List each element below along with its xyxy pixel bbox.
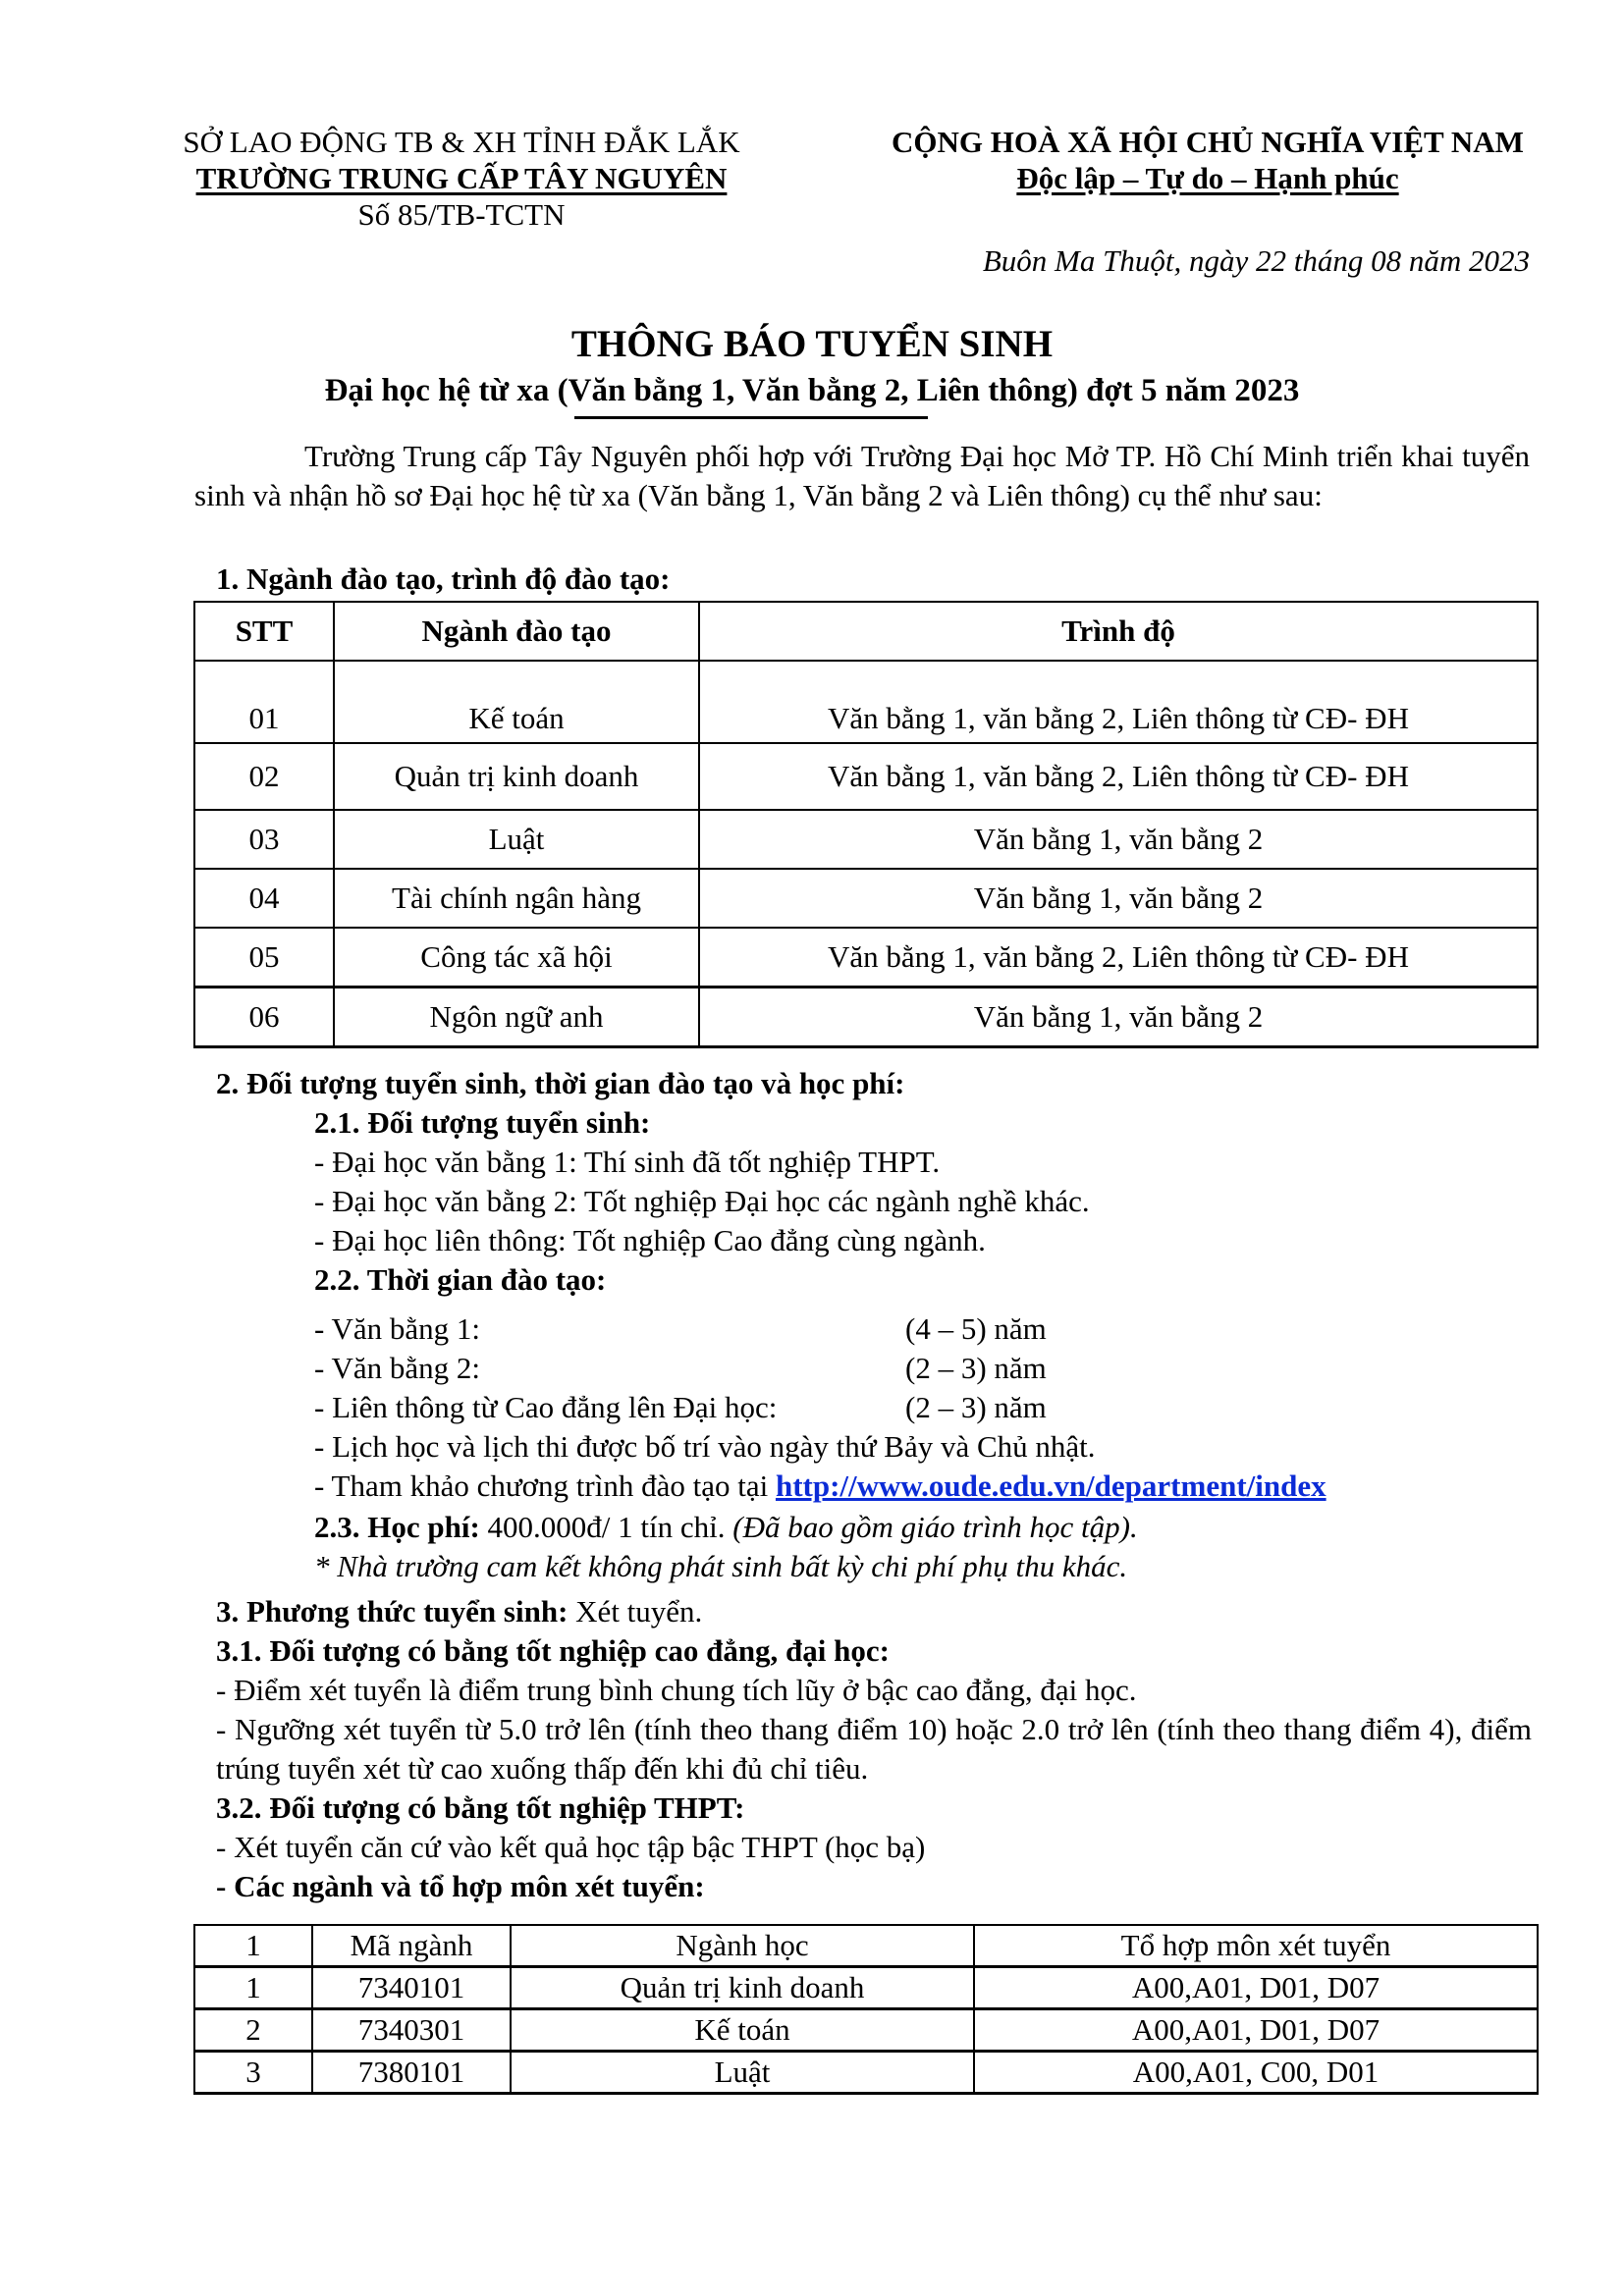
table-row [194, 2009, 1538, 2052]
col-nganh: Ngành đào tạo [334, 602, 699, 661]
col-trinh-do: Trình độ [699, 602, 1538, 661]
reference-line [314, 1467, 1326, 1506]
cell-combo: A00,A01, C00, D01 [974, 2052, 1538, 2094]
cell-nganh: Công tác xã hội [334, 928, 699, 988]
table-row [194, 869, 1538, 928]
eligibility-item: - Đại học văn bằng 2: Tốt nghiệp Đại học các ngành nghề khác. [314, 1184, 1090, 1218]
issuer-department: SỞ LAO ĐỘNG TB & XH TỈNH ĐẮK LẮK [183, 125, 740, 159]
cell-name: Luật [511, 2052, 974, 2094]
document-title: THÔNG BÁO TUYỂN SINH [570, 323, 1054, 365]
section3-2-heading: 3.2. Đối tượng có bằng tốt nghiệp THPT: [216, 1790, 745, 1825]
section3-heading [216, 1592, 702, 1631]
cell-stt: 03 [194, 810, 334, 869]
cell-trinh-do: Văn bằng 1, văn bằng 2 [699, 869, 1538, 928]
cell-trinh-do: Văn bằng 1, văn bằng 2, Liên thông từ CĐ- ĐH [699, 928, 1538, 988]
duration-label: - Văn bằng 1: [314, 1311, 481, 1346]
duration-value: (4 – 5) năm [905, 1311, 1047, 1346]
section3-value: Xét tuyển. [568, 1594, 703, 1629]
section2-2-heading: 2.2. Thời gian đào tạo: [314, 1262, 607, 1297]
national-header [844, 124, 1571, 196]
table-row [194, 2052, 1538, 2094]
schedule-note: - Lịch học và lịch thi được bố trí vào ngày thứ Bảy và Chủ nhật. [314, 1429, 1096, 1464]
country-name: CỘNG HOÀ XÃ HỘI CHỦ NGHĨA VIỆT NAM [892, 125, 1524, 159]
combos-heading: - Các ngành và tổ hợp môn xét tuyển: [216, 1869, 705, 1903]
duration-label: - Liên thông từ Cao đẳng lên Đại học: [314, 1390, 778, 1424]
cell-trinh-do: Văn bằng 1, văn bằng 2 [699, 988, 1538, 1047]
cell-stt: 06 [194, 988, 334, 1047]
cell-stt: 04 [194, 869, 334, 928]
table-row [194, 810, 1538, 869]
document-number: Số 85/TB-TCTN [357, 197, 566, 232]
cell-nganh: Ngôn ngữ anh [334, 988, 699, 1047]
tuition-note: (Đã bao gồm giáo trình học tập). [732, 1510, 1138, 1544]
section2-1-heading: 2.1. Đối tượng tuyển sinh: [314, 1105, 651, 1140]
cell-combo: A00,A01, D01, D07 [974, 1967, 1538, 2009]
duration-value: (2 – 3) năm [905, 1351, 1047, 1385]
issue-date: Buôn Ma Thuột, ngày 22 tháng 08 năm 2023 [982, 243, 1530, 278]
cell-trinh-do: Văn bằng 1, văn bằng 2, Liên thông từ CĐ- ĐH [699, 661, 1538, 743]
cell-stt: 02 [194, 743, 334, 810]
combos-table-header [194, 1925, 1538, 1967]
tuition-label: 2.3. Học phí: [314, 1510, 480, 1544]
section3-label: 3. Phương thức tuyển sinh: [216, 1594, 568, 1629]
subtitle-underline [574, 416, 928, 419]
cell-name: Kế toán [511, 2009, 974, 2052]
admission-combos-table [193, 1924, 1539, 2095]
eligibility-item: - Đại học văn bằng 1: Thí sinh đã tốt nghiệp THPT. [314, 1145, 941, 1179]
cell-no: 2 [194, 2009, 312, 2052]
section3-1-heading: 3.1. Đối tượng có bằng tốt nghiệp cao đẳng, đại học: [216, 1633, 890, 1668]
section3-2-line: - Xét tuyển căn cứ vào kết quả học tập bậc THPT (học bạ) [216, 1830, 926, 1864]
cell-combo: A00,A01, D01, D07 [974, 2009, 1538, 2052]
table-row [194, 661, 1538, 743]
col-stt: STT [194, 602, 334, 661]
cell-name: Quản trị kinh doanh [511, 1967, 974, 2009]
duration-row [314, 1349, 480, 1388]
cell-nganh: Quản trị kinh doanh [334, 743, 699, 810]
cell-no: 3 [194, 2052, 312, 2094]
table-row [194, 988, 1538, 1047]
table-row [194, 743, 1538, 810]
cell-nganh: Kế toán [334, 661, 699, 743]
cell-stt: 01 [194, 661, 334, 743]
section3-1-threshold: - Ngưỡng xét tuyển từ 5.0 trở lên (tính theo thang điểm 10) hoặc 2.0 trở lên (tính theo thang điểm 4), điểm trúng tuyển xét từ cao xuống thấp đến khi đủ chỉ tiêu. [216, 1712, 1532, 1786]
col-combo: Tổ hợp môn xét tuyển [974, 1925, 1538, 1967]
reference-text: - Tham khảo chương trình đào tạo tại [314, 1468, 776, 1503]
col-name: Ngành học [511, 1925, 974, 1967]
col-no: 1 [194, 1925, 312, 1967]
cell-trinh-do: Văn bằng 1, văn bằng 2 [699, 810, 1538, 869]
programs-table [193, 601, 1539, 1048]
national-motto: Độc lập – Tự do – Hạnh phúc [1016, 161, 1399, 195]
cell-code: 7340101 [312, 1967, 511, 2009]
cell-trinh-do: Văn bằng 1, văn bằng 2, Liên thông từ CĐ- ĐH [699, 743, 1538, 810]
cell-nganh: Tài chính ngân hàng [334, 869, 699, 928]
issuer-school: TRƯỜNG TRUNG CẤP TÂY NGUYÊN [195, 161, 728, 195]
programs-table-header [194, 602, 1538, 661]
table-row [194, 1967, 1538, 2009]
section1-heading: 1. Ngành đào tạo, trình độ đào tạo: [216, 561, 671, 596]
duration-row [314, 1388, 777, 1427]
document-subtitle: Đại học hệ từ xa (Văn bằng 1, Văn bằng 2, Liên thông) đợt 5 năm 2023 [324, 373, 1300, 408]
duration-label: - Văn bằng 2: [314, 1351, 481, 1385]
tuition-value: 400.000đ/ 1 tín chỉ. [479, 1510, 733, 1544]
cell-code: 7380101 [312, 2052, 511, 2094]
duration-value: (2 – 3) năm [905, 1390, 1047, 1424]
curriculum-link[interactable]: http://www.oude.edu.vn/department/index [775, 1468, 1326, 1503]
cell-code: 7340301 [312, 2009, 511, 2052]
tuition-line [314, 1508, 1138, 1547]
cell-nganh: Luật [334, 810, 699, 869]
section3-1-line: - Điểm xét tuyển là điểm trung bình chung tích lũy ở bậc cao đẳng, đại học. [216, 1673, 1137, 1707]
cell-stt: 05 [194, 928, 334, 988]
col-code: Mã ngành [312, 1925, 511, 1967]
duration-row [314, 1309, 480, 1349]
commitment-note: * Nhà trường cam kết không phát sinh bất kỳ chi phí phụ thu khác. [314, 1549, 1128, 1583]
eligibility-item: - Đại học liên thông: Tốt nghiệp Cao đẳng cùng ngành. [314, 1223, 986, 1257]
section2-heading: 2. Đối tượng tuyển sinh, thời gian đào tạo và học phí: [216, 1066, 905, 1100]
table-row [194, 928, 1538, 988]
issuer-block [147, 124, 776, 233]
cell-no: 1 [194, 1967, 312, 2009]
intro-paragraph: Trường Trung cấp Tây Nguyên phối hợp với Trường Đại học Mở TP. Hồ Chí Minh triển khai tuyển sinh và nhận hồ sơ Đại học hệ từ xa (Văn bằng 1, Văn bằng 2 và Liên thông) cụ thể như sau: [194, 439, 1530, 512]
